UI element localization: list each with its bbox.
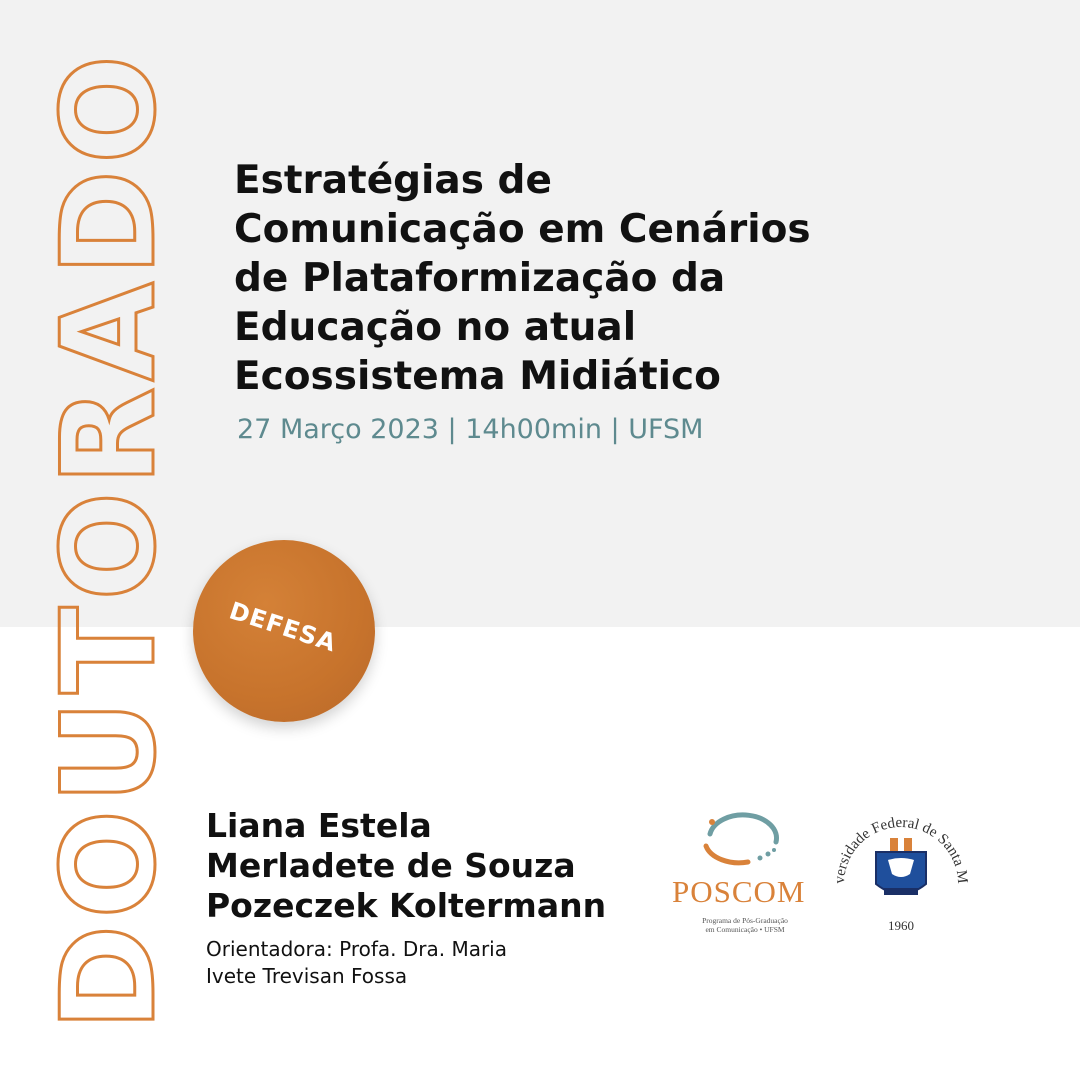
candidate-name-line: Pozeczek Koltermann bbox=[206, 886, 607, 925]
advisor-line: Orientadora: Profa. Dra. Maria bbox=[206, 937, 507, 961]
poscom-arc-icon bbox=[698, 812, 788, 872]
advisor-info bbox=[206, 936, 507, 990]
poscom-subtitle-line: Programa de Pós-Graduação bbox=[702, 916, 788, 925]
doutorado-vertical-title: DOUTORADO bbox=[35, 49, 184, 1031]
poscom-subtitle-line: em Comunicação • UFSM bbox=[705, 925, 785, 934]
poscom-name: POSCOM bbox=[672, 874, 806, 909]
poscom-logo bbox=[668, 812, 818, 942]
advisor-line: Ivete Trevisan Fossa bbox=[206, 964, 408, 988]
thesis-title bbox=[234, 156, 874, 401]
ufsm-seal bbox=[826, 798, 976, 948]
event-date-time-place: 27 Março 2023 | 14h00min | UFSM bbox=[237, 414, 704, 445]
ufsm-seal-text: versidade Federal de Santa M bbox=[831, 814, 971, 885]
defesa-badge bbox=[193, 540, 375, 722]
ufsm-seal-emblem-icon bbox=[826, 798, 976, 923]
thesis-title-line: Comunicação em Cenários bbox=[234, 207, 811, 252]
candidate-name-line: Liana Estela bbox=[206, 806, 432, 845]
ufsm-seal-year: 1960 bbox=[888, 918, 914, 933]
candidate-name bbox=[206, 806, 606, 926]
badge-label: DEFESA bbox=[225, 596, 341, 658]
thesis-title-line: de Plataformização da bbox=[234, 256, 726, 301]
thesis-title-line: Estratégias de bbox=[234, 158, 552, 203]
poscom-subtitle bbox=[690, 916, 800, 934]
thesis-title-line: Ecossistema Midiático bbox=[234, 354, 721, 399]
thesis-title-line: Educação no atual bbox=[234, 305, 637, 350]
candidate-name-line: Merladete de Souza bbox=[206, 846, 576, 885]
